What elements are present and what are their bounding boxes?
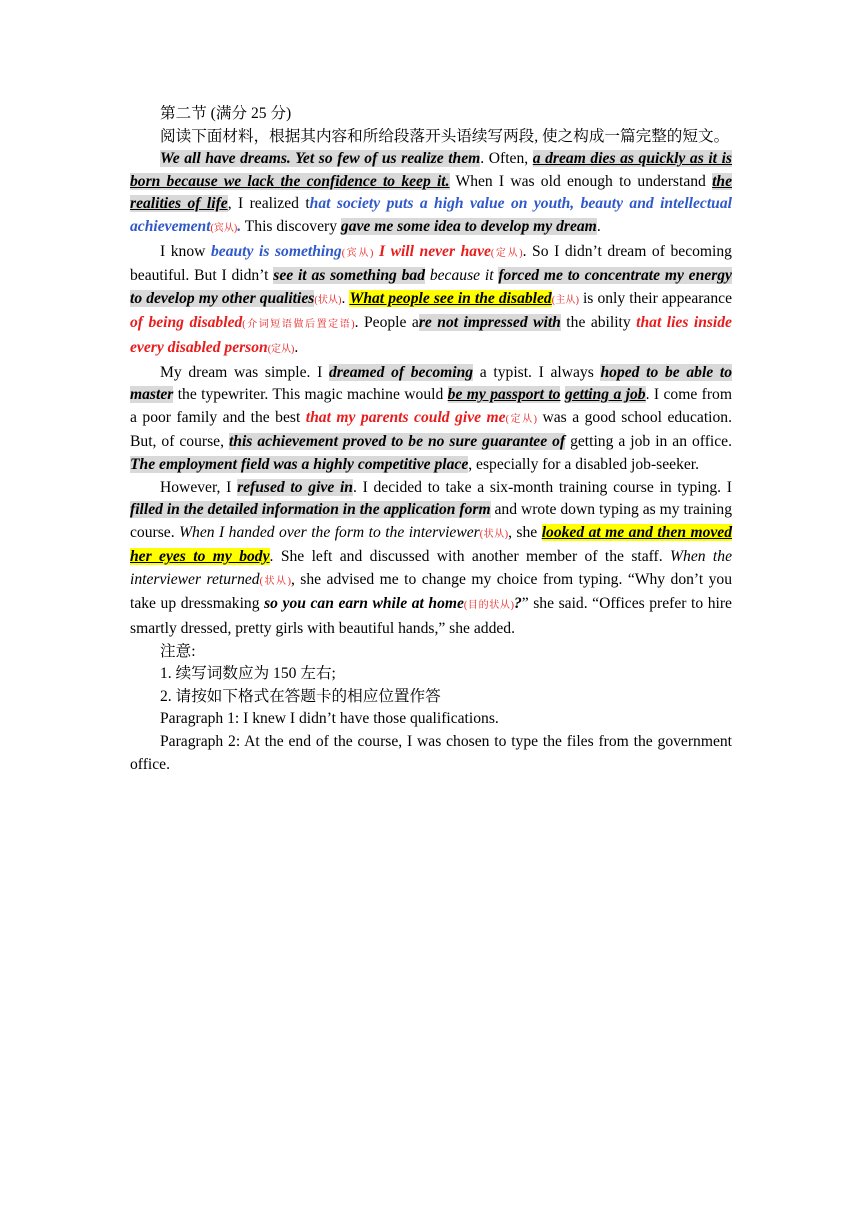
notes-label: 注意: [160, 642, 196, 660]
paragraph-prompt-1: Paragraph 1: I knew I didn’t have those qualifications. [160, 710, 499, 728]
highlighted-phrase: dreamed of becoming [328, 363, 474, 381]
highlighted-phrase: re not impressed with [418, 314, 561, 332]
grammar-annotation: (定从) [490, 247, 523, 259]
highlighted-phrase: this achievement proved to be no sure guarantee of [228, 433, 566, 451]
highlighted-phrase: see it as something bad [273, 267, 426, 285]
text-run: . [341, 289, 350, 307]
text-run: because it [429, 267, 494, 285]
highlighted-phrase: forced me to concentrate my energy to develop my other qualities [130, 267, 732, 307]
grammar-annotation: (主从) [551, 294, 579, 306]
yellow-highlighted-phrase: What people see in the disabled [349, 289, 552, 307]
text-run: , I realized t [227, 195, 310, 213]
grammar-annotation: (状从) [314, 294, 342, 306]
highlighted-phrase: gave me some idea to develop my dream [340, 217, 597, 235]
text-run: . So I didn’t dream of becoming beautiful. But I didn’t [130, 242, 732, 285]
highlighted-phrase: getting a job [564, 386, 646, 404]
text-run: . [596, 217, 601, 235]
clause-phrase: that my parents could give me [305, 408, 506, 426]
text-run: the typewriter. This magic machine would [173, 386, 448, 404]
clause-phrase: When I handed over the form to the interviewer [179, 523, 480, 541]
text-run: and wrote down typing as my training course. [130, 501, 732, 541]
text-run: , she advised me to change my choice from typing. “Why don’t you take up dressmaking [130, 570, 733, 613]
story-paragraph-2 [130, 241, 732, 362]
story-paragraph-3 [130, 362, 732, 477]
note-item: 1. 续写词数应为 150 左右; [160, 665, 336, 683]
paragraph-prompt-2: Paragraph 2: At the end of the course, I was chosen to type the files from the government office. [130, 733, 732, 773]
highlighted-phrase: hoped to be able to master [130, 363, 733, 404]
text-run: was a good school education. But, of course, [130, 408, 732, 451]
grammar-annotation: (宾从) [341, 247, 374, 259]
highlighted-phrase: the realities of life [130, 172, 732, 213]
text-run: I know [160, 242, 211, 260]
clause-phrase: of being disabled [130, 314, 243, 332]
text-run: ? [513, 595, 522, 613]
text-run: . Often, [480, 150, 533, 168]
grammar-annotation: (宾从) [210, 222, 238, 234]
clause-phrase: beauty is something [210, 242, 342, 260]
text-run: . [294, 338, 299, 356]
text-run: a typist. I always [473, 363, 601, 381]
text-run: , especially for a disabled job-seeker. [468, 455, 700, 473]
story-paragraph-4 [130, 477, 732, 641]
highlighted-phrase: We all have dreams. Yet so few of us realize them [160, 150, 481, 168]
clause-phrase: hat society puts a high value on youth, beauty and intellectual achievement [130, 195, 732, 235]
text-run: This discovery [241, 217, 341, 235]
grammar-annotation: (定从) [505, 413, 537, 425]
story-paragraph-1 [130, 148, 732, 240]
highlighted-phrase: be my passport to [447, 386, 561, 404]
text-run: . I come from a poor family and the best [130, 386, 732, 426]
highlighted-phrase: a dream dies as quickly as it is born because we lack the confidence to keep it. [130, 150, 732, 190]
clause-phrase: I will never have [378, 242, 491, 260]
text-run: . She left and discussed with another member of the staff. [269, 548, 671, 566]
highlighted-phrase: filled in the detailed information in the application form [130, 501, 491, 519]
yellow-highlighted-phrase: looked at me and then moved her eyes to my body [130, 523, 733, 566]
text-run: When I was old enough to understand [449, 172, 713, 190]
text-run: ” she said. “Offices prefer to hire smartly dressed, pretty girls with beautiful hands,” she added. [130, 595, 732, 638]
highlighted-phrase: The employment field was a highly competitive place [130, 455, 469, 473]
highlighted-phrase: refused to give in [237, 478, 353, 496]
text-run: getting a job in an office. [565, 433, 732, 451]
text-run: the ability [560, 314, 637, 332]
text-run: . I decided to take a six-month training course in typing. I [352, 478, 732, 496]
text-run: . People a [354, 314, 419, 332]
grammar-annotation: (介词短语做后置定语) [242, 319, 355, 331]
note-item: 2. 请按如下格式在答题卡的相应位置作答 [160, 687, 441, 705]
task-instruction: 阅读下面材料，根据其内容和所给段落开头语续写两段, 使之构成一篇完整的短文。 [160, 127, 730, 145]
grammar-annotation: (状从) [259, 575, 291, 587]
text-run: However, I [160, 478, 238, 496]
text-run: is only their appearance [578, 289, 732, 307]
text-run: . [237, 217, 242, 235]
document-page [130, 103, 732, 776]
grammar-annotation: (目的状从) [463, 600, 514, 612]
clause-phrase: When the interviewer returned [130, 548, 732, 588]
grammar-annotation: (定从) [267, 343, 295, 355]
grammar-annotation: (状从) [479, 528, 509, 540]
text-run: My dream was simple. I [160, 363, 329, 381]
section-heading: 第二节 (满分 25 分) [160, 105, 292, 122]
clause-phrase: that lies inside every disabled person [130, 314, 732, 356]
text-run: , she [508, 523, 542, 541]
clause-phrase: so you can earn while at home [264, 595, 464, 613]
